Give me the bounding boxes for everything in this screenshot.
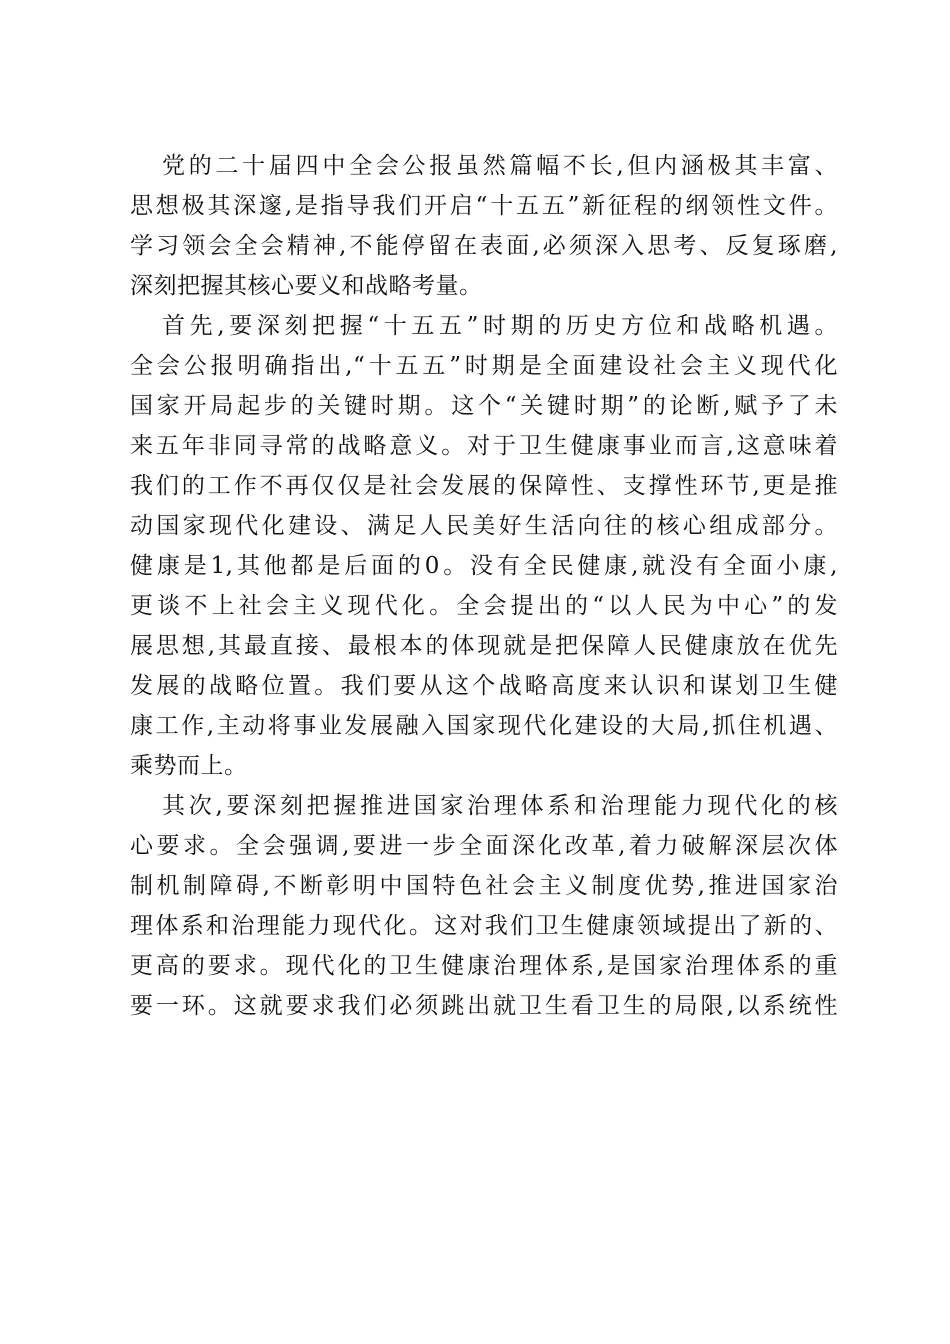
- paragraph-1-line-4: 深刻把握其核心要义和战略考量。: [130, 273, 483, 299]
- paragraph-3-line-6: 要一环。这就要求我们必须跳出就卫生看卫生的局限,以系统性: [130, 993, 838, 1019]
- paragraph-3-line-5: 更高的要求。现代化的卫生健康治理体系,是国家治理体系的重: [130, 953, 838, 979]
- paragraph-2-line-8: 更谈不上社会主义现代化。全会提出的“以人民为中心”的发: [130, 593, 838, 619]
- paragraph-3-line-3: 制机制障碍,不断彰明中国特色社会主义制度优势,推进国家治: [130, 873, 838, 899]
- paragraph-2-line-3: 国家开局起步的关键时期。这个“关键时期”的论断,赋予了未: [130, 393, 838, 419]
- paragraph-3-line-2: 心要求。全会强调,要进一步全面深化改革,着力破解深层次体: [130, 833, 838, 859]
- paragraph-2-line-10: 发展的战略位置。我们要从这个战略高度来认识和谋划卫生健: [130, 673, 838, 699]
- paragraph-2-line-6: 动国家现代化建设、满足人民美好生活向往的核心组成部分。: [130, 513, 838, 539]
- document-body: [130, 146, 838, 1026]
- paragraph-1-line-2: 思想极其深邃,是指导我们开启“十五五”新征程的纲领性文件。: [130, 193, 838, 219]
- paragraph-2-line-11: 康工作,主动将事业发展融入国家现代化建设的大局,抓住机遇、: [130, 713, 838, 739]
- paragraph-2-line-4: 来五年非同寻常的战略意义。对于卫生健康事业而言,这意味着: [130, 433, 838, 459]
- paragraph-2-line-1: 首先,要深刻把握“十五五”时期的历史方位和战略机遇。: [162, 313, 838, 339]
- paragraph-1-line-3: 学习领会全会精神,不能停留在表面,必须深入思考、反复琢磨,: [130, 233, 838, 259]
- paragraph-3-line-4: 理体系和治理能力现代化。这对我们卫生健康领域提出了新的、: [130, 913, 838, 939]
- paragraph-2-line-7: 健康是1,其他都是后面的0。没有全民健康,就没有全面小康,: [130, 553, 838, 579]
- paragraph-2-line-5: 我们的工作不再仅仅是社会发展的保障性、支撑性环节,更是推: [130, 473, 838, 499]
- paragraph-1-line-1: 党的二十届四中全会公报虽然篇幅不长,但内涵极其丰富、: [162, 153, 838, 179]
- paragraph-2-line-2: 全会公报明确指出,“十五五”时期是全面建设社会主义现代化: [130, 353, 838, 379]
- paragraph-3-line-1: 其次,要深刻把握推进国家治理体系和治理能力现代化的核: [162, 793, 838, 819]
- paragraph-2-line-9: 展思想,其最直接、最根本的体现就是把保障人民健康放在优先: [130, 633, 838, 659]
- paragraph-2-line-12: 乘势而上。: [130, 753, 248, 779]
